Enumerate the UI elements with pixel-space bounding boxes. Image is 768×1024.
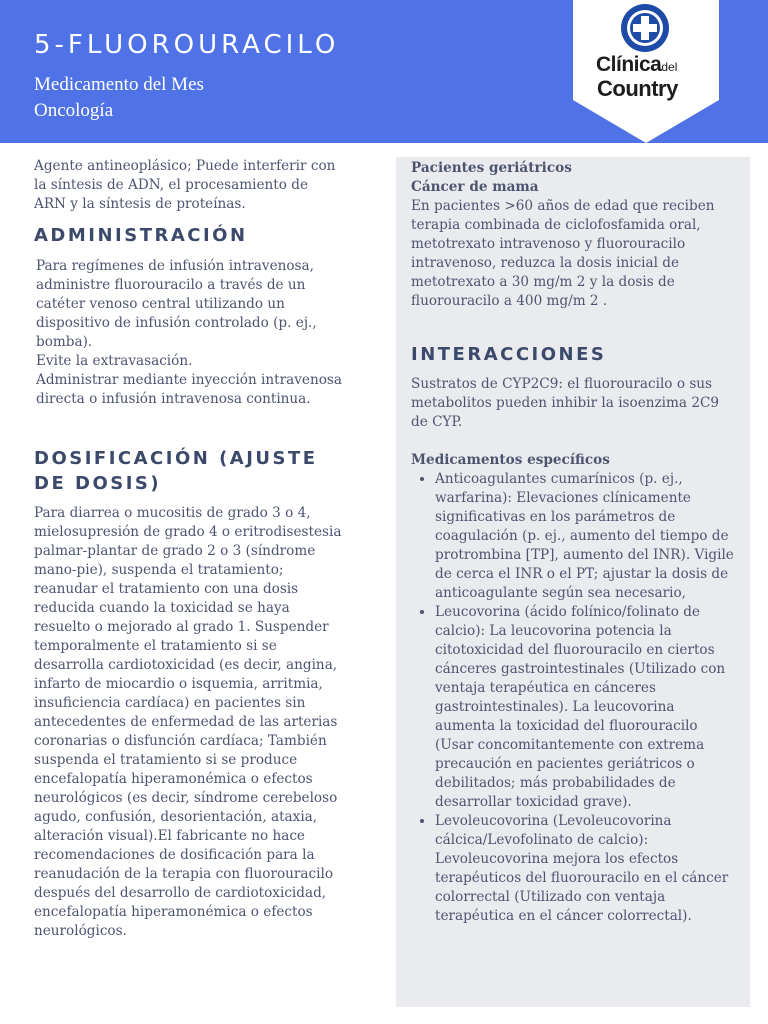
meds-label: Medicamentos específicos	[411, 452, 610, 468]
dose-heading: DOSIFICACIÓN (AJUSTE DE DOSIS)	[34, 448, 318, 494]
interactions-text: Sustratos de CYP2C9: el fluorouracilo o sus metabolitos pueden inhibir la isoenzima 2C9 de CYP.	[411, 376, 720, 430]
admin-text-1: Para regímenes de infusión intravenosa, administre fluorouracilo a través de un catéter venoso central utilizando un dispositivo de infusión controlado (p. ej., bomba).	[36, 258, 317, 350]
interactions-block	[411, 375, 737, 432]
page-title: 5-FLUOROURACILO	[34, 30, 340, 60]
geriatric-text: En pacientes >60 años de edad que reciben terapia combinada de ciclofosfamida oral, metotrexato intravenoso y fluorouracilo intravenoso, reduzca la dosis inicial de metotrexato a 30 mg/m 2 y la dosis de fluorouracilo a 400 mg/m 2 .	[411, 198, 715, 309]
admin-heading-block	[34, 223, 354, 248]
interactions-heading-block	[411, 342, 741, 367]
geriatric-block	[411, 159, 737, 311]
cross-logo-icon	[621, 4, 669, 52]
meds-list	[411, 470, 737, 926]
admin-block	[36, 257, 342, 409]
geriatric-label: Pacientes geriátricos	[411, 160, 572, 176]
list-item: • Leucovorina (ácido folínico/folinato de calcio): La leucovorina potencia la citotoxicidad del fluorouracilo en ciertos cánceres gastrointestinales (Utilizado con ventaja terapéutica en cánceres gastrointestinales). La leucovorina aumenta la toxicidad del fluorouracilo (Usar concomitantemente con extrema precaución en pacientes geriátricos o debilitados; más probabilidades de desarrollar toxicidad grave).	[435, 603, 737, 812]
page-subtitle: Medicamento del Mes	[34, 74, 204, 95]
page-category: Oncología	[34, 100, 114, 121]
breast-cancer-label: Cáncer de mama	[411, 179, 539, 195]
admin-text-2: Evite la extravasación.	[36, 353, 193, 369]
list-item: • Levoleucovorina (Levoleucovorina cálcica/Levofolinato de calcio): Levoleucovorina mejora los efectos terapéuticos del fluorouracilo en el cáncer colorrectal (Utilizado con ventaja terapéutica en el cáncer colorrectal).	[435, 812, 737, 926]
dose-text: Para diarrea o mucositis de grado 3 o 4, mielosupresión de grado 4 o eritrodisestesia palmar-plantar de grado 2 o 3 (síndrome mano-pie), suspenda el tratamiento; reanudar el tratamiento con una dosis reducida cuando la toxicidad se haya resuelto o mejorado al grado 1. Suspender temporalmente el tratamiento si se desarrolla cardiotoxicidad (es decir, angina, infarto de miocardio o isquemia, arritmia, insuficiencia cardíaca) en pacientes sin antecedentes de enfermedad de las arterias coronarias o disfunción cardíaca; También suspenda el tratamiento si se produce encefalopatía hiperamonémica o efectos neurológicos (es decir, síndrome cerebeloso agudo, confusión, desorientación, ataxia, alteración visual).El fabricante no hace recomendaciones de dosificación para la reanudación de la terapia con fluorouracilo después del desarrollo de cardiotoxicidad, encefalopatía hiperamonémica o efectos neurológicos.	[34, 505, 342, 939]
interactions-heading: INTERACCIONES	[411, 344, 607, 365]
intro-text: Agente antineoplásico; Puede interferir con la síntesis de ADN, el procesamiento de ARN y la síntesis de proteínas.	[34, 158, 336, 212]
admin-heading: ADMINISTRACIÓN	[34, 225, 248, 246]
admin-text-3: Administrar mediante inyección intravenosa directa o infusión intravenosa continua.	[36, 372, 342, 407]
logo-text-country: Country	[597, 76, 678, 101]
logo-text: Clínicadel	[596, 53, 678, 76]
dose-heading-block	[34, 446, 334, 496]
meds-block	[411, 451, 737, 926]
intro-block	[34, 157, 340, 214]
dose-block	[34, 504, 346, 941]
list-item: • Anticoagulantes cumarínicos (p. ej., warfarina): Elevaciones clínicamente significativas en los parámetros de coagulación (p. ej., aumento del tiempo de protrombina [TP], aumento del INR). Vigile de cerca el INR o el PT; ajustar la dosis de anticoagulante según sea necesario,	[435, 470, 737, 603]
